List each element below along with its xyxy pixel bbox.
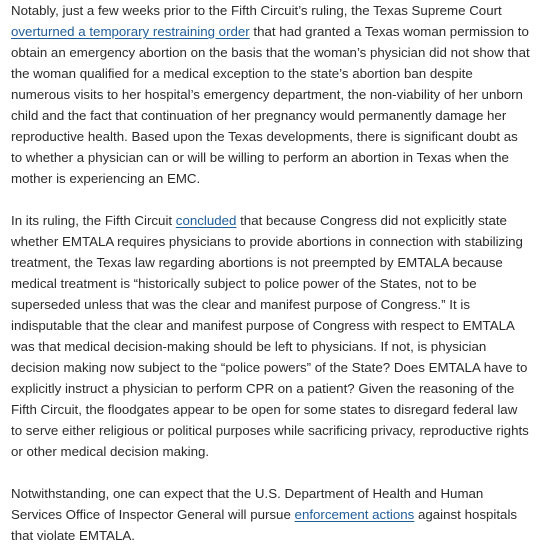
concluded-link[interactable]: concluded (175, 213, 237, 228)
paragraph-texas-supreme-court (11, 0, 530, 189)
paragraph-text: that because Congress did not explicitly state whether EMTALA requires physicians to provide abortions in connection with stabilizing treatment, the Texas law regarding abortions is not preempted by EMTALA because medical treatment is “historically subject to police power of the States, not to be superseded unless that was the clear and manifest purpose of Congress.” It is indisputable that the clear and manifest purpose of Congress with respect to EMTALA was that medical decision-making should be left to physicians. If not, is physician decision making now subject to the “police powers” of the State? Does EMTALA have to explicitly instruct a physician to perform CPR on a patient? Given the reasoning of the Fifth Circuit, the floodgates appear to be open for some states to disregard federal law to serve either religious or political purposes while sacrificing privacy, reproductive rights or other medical decision making. (11, 213, 529, 459)
overturned-order-link[interactable]: overturned a temporary restraining order (11, 24, 250, 39)
paragraph-text: Notably, just a few weeks prior to the Fifth Circuit’s ruling, the Texas Supreme Court (11, 3, 502, 18)
enforcement-actions-link[interactable]: enforcement actions (294, 507, 415, 522)
paragraph-text: Notwithstanding, one can expect that the U.S. Department of Health and Human Services Office of Inspector General will pursue (11, 486, 484, 522)
paragraph-fifth-circuit-ruling (11, 210, 530, 462)
paragraph-text: In its ruling, the Fifth Circuit (11, 213, 176, 228)
paragraph-text: against hospitals that violate EMTALA. (11, 507, 518, 543)
paragraph-oig-enforcement (11, 483, 530, 546)
paragraph-text: that had granted a Texas woman permission to obtain an emergency abortion on the basis that the woman’s physician did not show that the woman qualified for a medical exception to the state’s abortion ban despite numerous visits to her hospital’s emergency department, the non-viability of her unborn child and the fact that continuation of her pregnancy would permanently damage her reproductive health. Based upon the Texas developments, there is significant doubt as to whether a physician can or will be willing to perform an abortion in Texas when the mother is experiencing an EMC. (11, 24, 530, 186)
